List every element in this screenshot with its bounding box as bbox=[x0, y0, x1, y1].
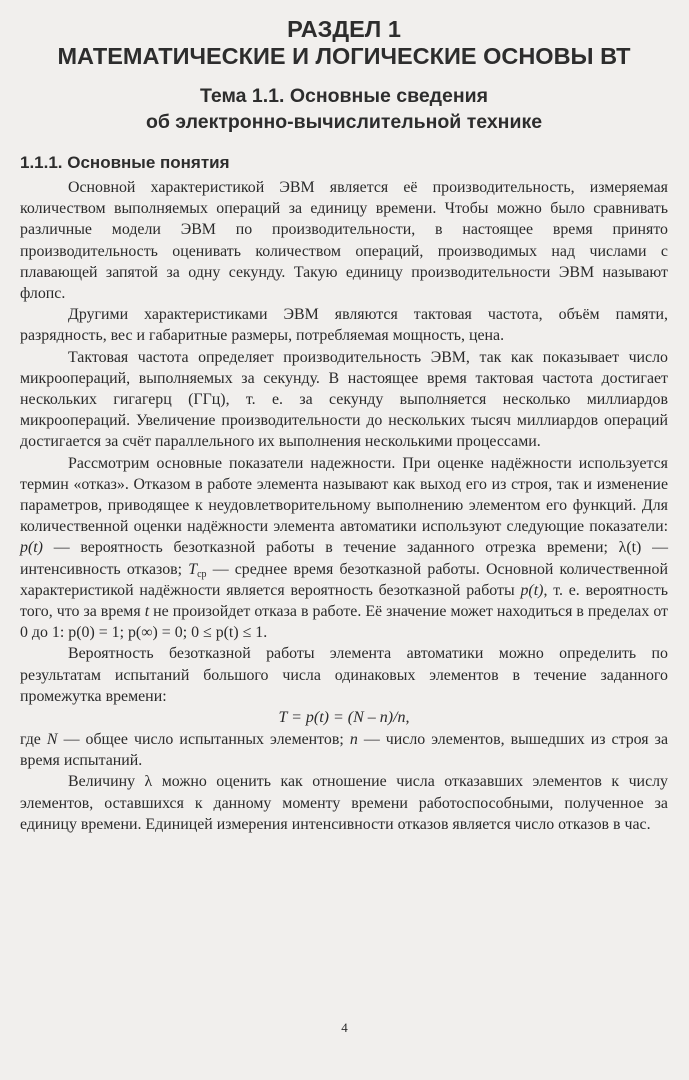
formula: T = p(t) = (N – n)/n, bbox=[278, 709, 410, 727]
reliability-range: p(0) = 1; p(∞) = 0; 0 ≤ p(t) ≤ 1. bbox=[68, 624, 268, 642]
topic-title-line-2: об электронно-вычислительной технике bbox=[145, 111, 543, 133]
reliability-text-1: Рассмотрим основные показатели надежности. При оценке надёжности используется термин «отказ». Отказом в работе элемента называют как выход его из строя, так и изменение параметров, приводящее к неудовлетворительному выполнению элементом его функций. Для количественной оценки надёжности элемента автоматики используют следующие показатели: bbox=[20, 454, 668, 536]
reliability-p-t: p(t) bbox=[20, 539, 43, 557]
section-title: МАТЕМАТИЧЕСКИЕ И ЛОГИЧЕСКИЕ ОСНОВЫ ВТ bbox=[57, 43, 631, 69]
formula-note-N: N bbox=[46, 731, 58, 749]
section-label: РАЗДЕЛ 1 bbox=[287, 16, 401, 42]
reliability-text-3: — интенсивность отказов; bbox=[20, 539, 668, 578]
formula-explanation bbox=[20, 729, 668, 771]
formula-note-suffix: — число элементов, вышедших из строя за время испытаний. bbox=[20, 731, 669, 770]
paragraph-clock-frequency: Тактовая частота определяет производительность ЭВМ, так как показывает число микроопераций, выполняемых за секунду. В настоящее время тактовая частота достигает нескольких гигагерц (ГГц), т. е. за секунду выполняется несколько миллиардов микроопераций. Увеличение производительности до нескольких тысяч миллиардов операций достигается за счёт параллельного их выполнения несколькими процессами. bbox=[20, 348, 668, 451]
reliability-lambda-t: λ(t) bbox=[618, 539, 642, 557]
topic-title-line-1: Тема 1.1. Основные сведения bbox=[199, 85, 489, 107]
reliability-text-6: не произойдет отказа в работе. Её значение может находиться в пределах от 0 до 1: bbox=[20, 603, 669, 642]
paragraph-performance: Основной характеристикой ЭВМ является её производительность, измеряемая количеством выполняемых операций за единицу времени. Чтобы можно было сравнивать различные модели ЭВМ по производительности, в настоящее время принято производительность оценивать количеством операций, производимых над числами с плавающей запятой за одну секунду. Такую единицу производительности ЭВМ называют флопс. bbox=[20, 179, 668, 303]
reliability-p-t-2: p(t) bbox=[520, 581, 544, 599]
topic-title bbox=[20, 83, 668, 135]
formula-note-n: n bbox=[349, 731, 358, 749]
formula-note-prefix: где bbox=[20, 731, 47, 749]
reliability-t-variable: t bbox=[144, 603, 150, 621]
reliability-t-subscript: ср bbox=[197, 568, 207, 580]
reliability-text-2: — вероятность безотказной работы в течение заданного отрезка времени; bbox=[42, 539, 619, 557]
page-number: 4 bbox=[341, 1020, 348, 1035]
reliability-text-5: , т. е. вероятность того, что за время bbox=[20, 581, 668, 621]
paragraph-reliability bbox=[20, 453, 668, 644]
paragraph-failure-rate: Величину λ можно оценить как отношение числа отказавших элементов к числу элементов, оставшихся к данному моменту времени работоспособными, полученное за единицу времени. Единицей измерения интенсивности отказов является число отказов в час. bbox=[20, 773, 668, 833]
subsection-heading: 1.1.1. Основные понятия bbox=[20, 153, 230, 172]
reliability-t-symbol: T bbox=[188, 560, 198, 578]
paragraph-estimation: Вероятность безотказной работы элемента автоматики можно определить по результатам испытаний большого числа одинаковых элементов в течение заданного промежутка времени: bbox=[20, 645, 668, 705]
paragraph-characteristics: Другими характеристиками ЭВМ являются тактовая частота, объём памяти, разрядность, вес и габаритные размеры, потребляемая мощность, цена. bbox=[20, 306, 668, 345]
formula-note-middle: — общее число испытанных элементов; bbox=[57, 731, 350, 749]
reliability-text-4: — среднее время безотказной работы. Основной количественной характеристикой надёжности является вероятность безотказной работы bbox=[20, 560, 668, 599]
